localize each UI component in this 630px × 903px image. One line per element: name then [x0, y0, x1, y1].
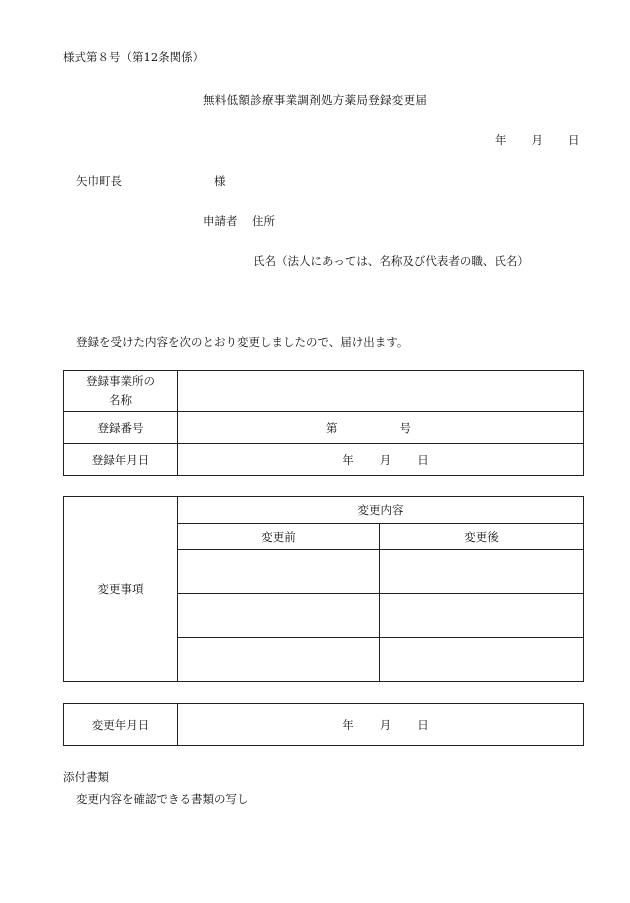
registration-table — [63, 370, 584, 476]
change-date-month: 月 — [379, 717, 392, 732]
attachments-item: 変更内容を確認できる書類の写し — [76, 792, 249, 806]
date-year: 年 — [495, 133, 507, 147]
intro-text: 登録を受けた内容を次のとおり変更しましたので、届け出ます。 — [76, 335, 409, 349]
facility-name-label: 登録事業所の 名称 — [64, 371, 178, 412]
registration-date-value[interactable] — [178, 444, 584, 476]
change-date-label: 変更年月日 — [64, 704, 178, 746]
change-date-year: 年 — [342, 717, 354, 732]
registration-number-value[interactable] — [178, 412, 584, 444]
applicant-label: 申請者 — [203, 214, 238, 228]
attachments-heading: 添付書類 — [63, 770, 109, 784]
applicant-name-label: 氏名（法人にあっては、名称及び代表者の職、氏名） — [253, 254, 529, 268]
after-change-cell[interactable] — [380, 594, 584, 638]
change-content-header: 変更内容 — [178, 497, 584, 524]
reg-date-year: 年 — [342, 452, 354, 467]
applicant-address-label: 住所 — [252, 214, 275, 228]
change-items-label: 変更事項 — [64, 497, 178, 682]
registration-number-label: 登録番号 — [64, 412, 178, 444]
after-change-cell[interactable] — [380, 550, 584, 594]
date-day: 日 — [568, 133, 580, 147]
after-change-cell[interactable] — [380, 638, 584, 682]
change-date-value[interactable] — [178, 704, 584, 746]
facility-name-value[interactable] — [178, 371, 584, 412]
addressee-honorific: 様 — [214, 174, 226, 188]
registration-date-label: 登録年月日 — [64, 444, 178, 476]
date-month: 月 — [531, 133, 543, 147]
number-prefix: 第 — [326, 420, 338, 435]
after-change-header: 変更後 — [380, 524, 584, 550]
reg-date-month: 月 — [379, 452, 392, 467]
change-table — [63, 496, 584, 682]
submission-date — [495, 132, 580, 148]
addressee-name: 矢巾町長 — [76, 174, 122, 188]
reg-date-day: 日 — [417, 452, 429, 467]
change-date-day: 日 — [417, 717, 429, 732]
number-suffix: 号 — [399, 420, 411, 435]
document-title: 無料低額診療事業調剤処方薬局登録変更届 — [203, 93, 428, 107]
before-change-cell[interactable] — [178, 594, 380, 638]
form-number: 様式第８号（第12条関係） — [63, 50, 205, 64]
before-change-cell[interactable] — [178, 550, 380, 594]
change-date-table — [63, 703, 584, 746]
before-change-header: 変更前 — [178, 524, 380, 550]
before-change-cell[interactable] — [178, 638, 380, 682]
